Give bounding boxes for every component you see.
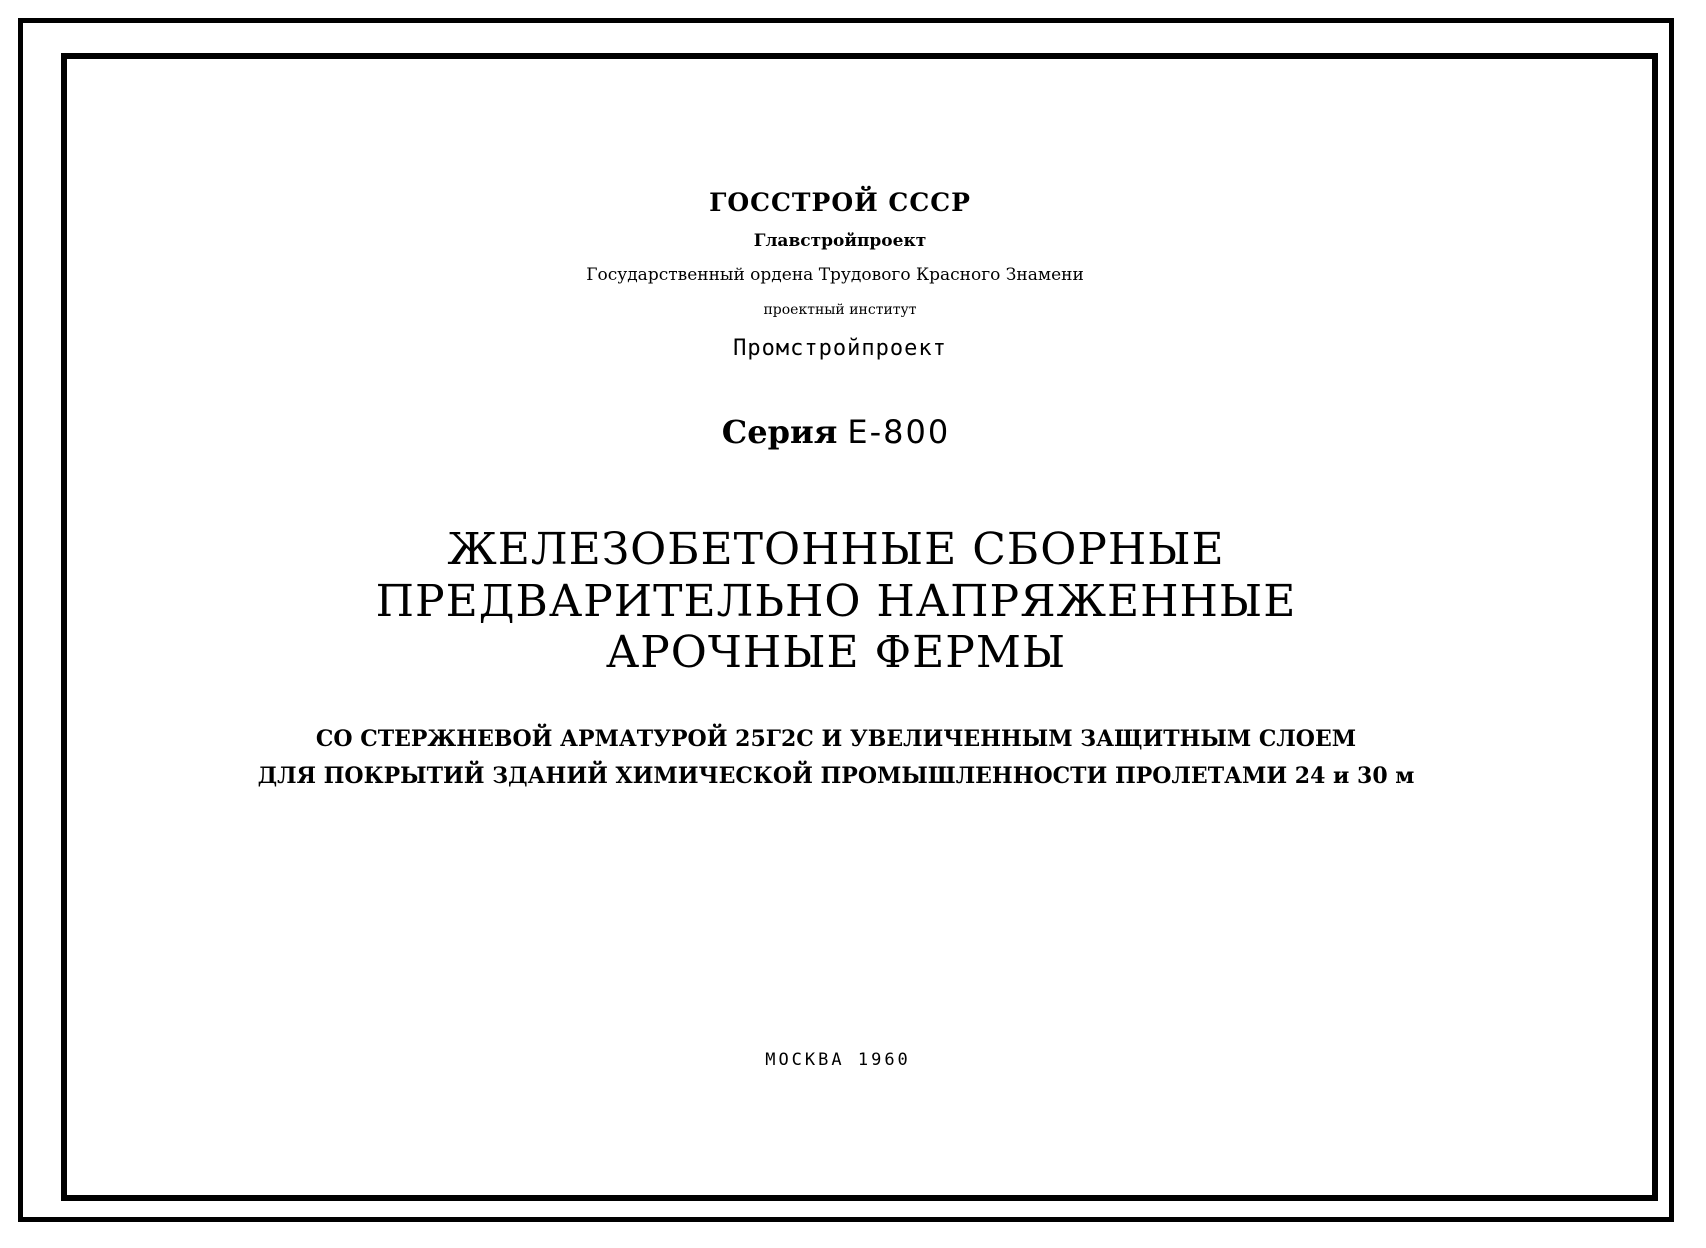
document-title-line-2: ПРЕДВАРИТЕЛЬНО НАПРЯЖЕННЫЕ xyxy=(375,576,1297,627)
series-number: Е-800 xyxy=(847,413,951,451)
org-ministry: ГОССТРОЙ СССР xyxy=(709,188,971,217)
org-institute-type: проектный институт xyxy=(763,302,917,318)
publication-imprint: МОСКВА 1960 xyxy=(765,1050,911,1070)
org-institute-name: Промстройпроект xyxy=(733,336,947,361)
document-subtitle-line-2: ДЛЯ ПОКРЫТИЙ ЗДАНИЙ ХИМИЧЕСКОЙ ПРОМЫШЛЕННОСТИ ПРОЛЕТАМИ 24 и 30 м xyxy=(257,763,1415,789)
org-department: Главстройпроект xyxy=(753,231,927,251)
org-institute-full-name: Государственный ордена Трудового Красного Знамени xyxy=(586,265,1084,285)
document-title-line-1: ЖЕЛЕЗОБЕТОННЫЕ СБОРНЫЕ xyxy=(447,524,1225,575)
document-subtitle-line-1: СО СТЕРЖНЕВОЙ АРМАТУРОЙ 25Г2С И УВЕЛИЧЕННЫМ ЗАЩИТНЫМ СЛОЕМ xyxy=(315,726,1357,752)
series-label: Серия xyxy=(721,413,838,451)
document-title-line-3: АРОЧНЫЕ ФЕРМЫ xyxy=(605,627,1067,678)
series-heading xyxy=(0,413,1689,451)
